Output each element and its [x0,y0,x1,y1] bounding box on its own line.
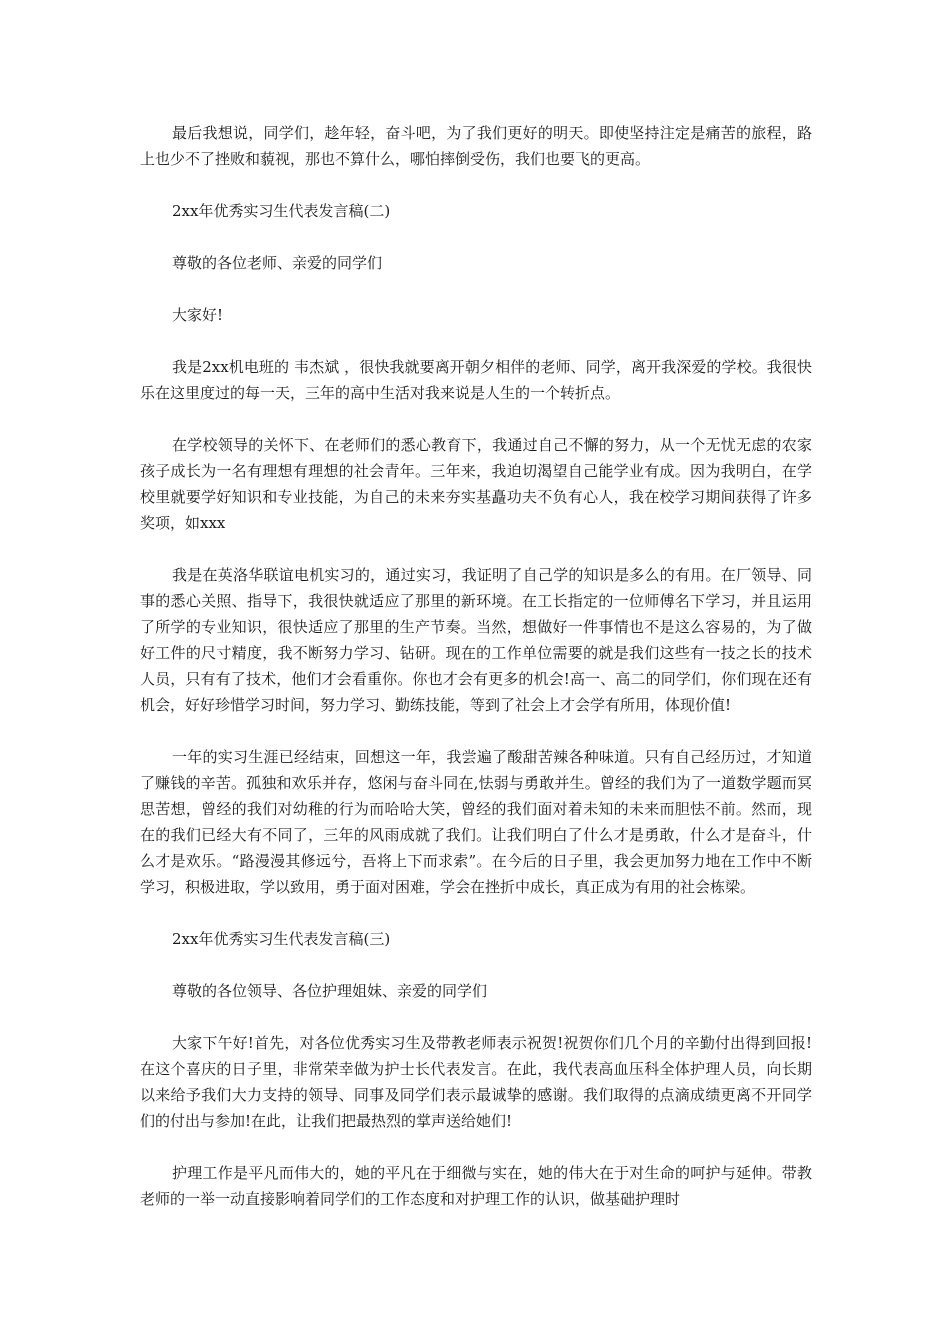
intro-paragraph: 我是2xx机电班的 韦杰斌 ，很快我就要离开朝夕相伴的老师、同学，离开我深爱的学校。我很快乐在这里度过的每一天，三年的高中生活对我来说是人生的一个转折点。 [140,358,812,402]
document-page [140,120,812,1238]
closing-paragraph: 最后我想说，同学们，趁年轻，奋斗吧，为了我们更好的明天。即使坚持注定是痛苦的旅程，路上也少不了挫败和藐视，那也不算什么，哪怕摔倒受伤，我们也要飞的更高。 [140,124,812,168]
reflection-paragraph: 一年的实习生涯已经结束，回想这一年，我尝遍了酸甜苦辣各种味道。只有自己经历过，才知道了赚钱的辛苦。孤独和欢乐并存，悠闲与奋斗同在,怯弱与勇敢并生。曾经的我们为了一道数学题而冥思苦想，曾经的我们对幼稚的行为而哈哈大笑，曾经的我们面对着未知的未来而胆怯不前。然而，现在的我们已经大有不同了，三年的风雨成就了我们。让我们明白了什么才是勇敢，什么才是奋斗，什么才是欢乐。“路漫漫其修远兮，吾将上下而求索”。在今后的日子里，我会更加努力地在工作中不断学习，积极进取，学以致用，勇于面对困难，学会在挫折中成长，真正成为有用的社会栋梁。 [140,748,812,896]
nursing-paragraph: 护理工作是平凡而伟大的，她的平凡在于细微与实在，她的伟大在于对生命的呵护与延伸。带教老师的一举一动直接影响着同学们的工作态度和对护理工作的认识，做基础护理时 [140,1164,812,1208]
salutation-2: 尊敬的各位老师、亲爱的同学们 [172,254,383,272]
greeting-2: 大家好! [172,306,224,324]
school-paragraph: 在学校领导的关怀下、在老师们的悉心教育下，我通过自己不懈的努力，从一个无忧无虑的农家孩子成长为一名有理想有理想的社会青年。三年来，我迫切渴望自己能学业有成。因为我明白，在学校里就要学好知识和专业技能，为自己的未来夯实基矗功夫不负有心人，我在校学习期间获得了许多奖项，如xxx [140,436,812,532]
internship-paragraph: 我是在英洛华联谊电机实习的，通过实习，我证明了自己学的知识是多么的有用。在厂领导、同事的悉心关照、指导下，我很快就适应了那里的新环境。在工长指定的一位师傅名下学习，并且运用了所学的专业知识，很快适应了那里的生产节奏。当然，想做好一件事情也不是这么容易的，为了做好工件的尺寸精度，我不断努力学习、钻研。现在的工作单位需要的就是我们这些有一技之长的技术人员，只有有了技术，他们才会看重你。你也才会有更多的机会!高一、高二的同学们，你们现在还有机会，好好珍惜学习时间，努力学习、勤练技能，等到了社会上才会学有所用，体现价值! [140,566,812,714]
salutation-3: 尊敬的各位领导、各位护理姐妹、亲爱的同学们 [172,982,488,1000]
speech-title-3: 2xx年优秀实习生代表发言稿(三) [172,930,391,948]
greeting-paragraph-3: 大家下午好!首先，对各位优秀实习生及带教老师表示祝贺!祝贺你们几个月的辛勤付出得到回报!在这个喜庆的日子里，非常荣幸做为护士长代表发言。在此，我代表高血压科全体护理人员，向长期以来给予我们大力支持的领导、同事及同学们表示最诚挚的感谢。我们取得的点滴成绩更离不开同学们的付出与参加!在此，让我们把最热烈的掌声送给她们! [140,1034,812,1130]
speech-title-2: 2xx年优秀实习生代表发言稿(二) [172,202,391,220]
